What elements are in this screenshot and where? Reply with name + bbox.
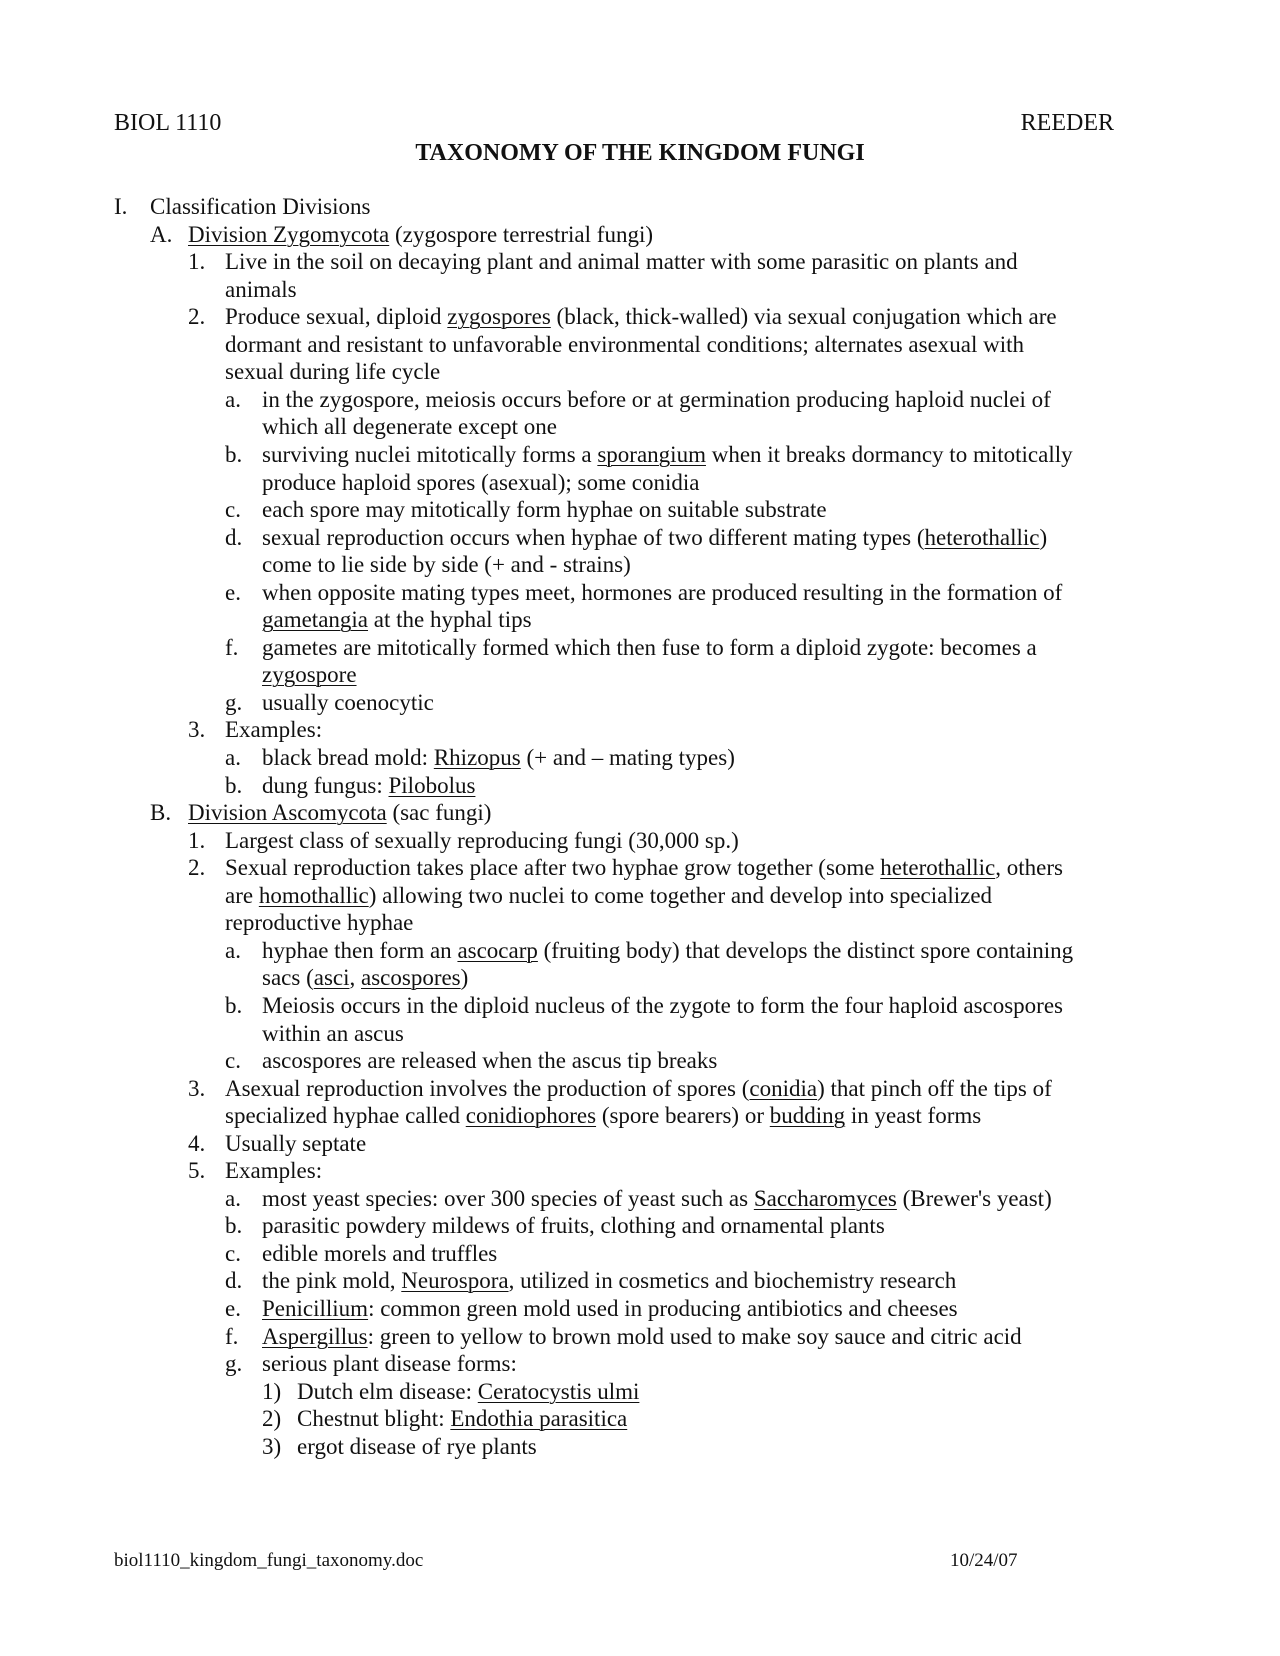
underlined-term: sporangium [597, 441, 706, 467]
outline-line [262, 1020, 404, 1049]
line-text: edible morels and truffles [262, 1240, 498, 1266]
outline-line [225, 331, 1024, 360]
outline-label: b. [225, 441, 243, 467]
line-text: Classification Divisions [150, 194, 371, 219]
line-text: serious plant disease forms: [262, 1351, 517, 1377]
underlined-term: gametangia [262, 607, 369, 633]
line-text: Usually septate [225, 1130, 367, 1156]
line-text: are [225, 882, 259, 908]
outline-line [262, 772, 475, 801]
outline-label: e. [225, 1296, 241, 1321]
outline-line [297, 1378, 639, 1407]
underlined-term: homothallic [258, 882, 369, 908]
outline-label: g. [225, 1351, 243, 1377]
outline-line [225, 827, 739, 856]
underlined-term: Ceratocystis ulmi [477, 1378, 640, 1404]
line-text: Asexual reproduction involves the production of spores ( [225, 1075, 750, 1101]
line-text: surviving nuclei mitotically forms a [262, 441, 598, 467]
underlined-term: asci [313, 965, 350, 991]
line-text: dung fungus: [262, 772, 389, 798]
outline-label: c. [225, 497, 241, 523]
outline-label: 2) [262, 1406, 282, 1432]
outline-line [262, 1185, 1052, 1214]
line-text: Examples: [225, 1158, 323, 1184]
outline-label: f. [225, 634, 239, 660]
outline-line [225, 248, 1018, 277]
underlined-term: Division Ascomycota [188, 800, 387, 826]
line-text: dormant and resistant to unfavorable environmental conditions; alternates asexual with [225, 331, 1025, 357]
line-text: (spore bearers) or [596, 1103, 770, 1129]
footer-date: 10/24/07 [950, 1550, 1018, 1571]
outline-label: 4. [188, 1130, 206, 1156]
underlined-term: Neurospora [401, 1268, 509, 1294]
outline-line [262, 469, 700, 498]
line-text: in the zygospore, meiosis occurs before or at germination producing haploid nuclei of [262, 386, 1051, 412]
outline-label: g. [225, 689, 243, 715]
outline-line [262, 937, 1073, 966]
line-text: ) [1039, 524, 1048, 550]
outline-line [262, 413, 557, 442]
outline-line [225, 1157, 322, 1186]
underlined-term: Penicillium [262, 1296, 369, 1321]
underlined-term: Endothia parasitica [450, 1406, 628, 1432]
outline-line [262, 689, 434, 718]
outline-line [262, 992, 1063, 1021]
outline-label: a. [225, 745, 241, 770]
line-text: (zygospore terrestrial fungi) [389, 221, 653, 247]
outline-line [297, 1405, 627, 1434]
underlined-term: conidiophores [465, 1103, 597, 1129]
outline-line [225, 854, 1063, 883]
outline-label: b. [225, 1213, 243, 1239]
outline-line [262, 964, 468, 993]
outline-line [262, 1212, 885, 1241]
line-text: sexual during life cycle [225, 359, 441, 385]
outline-line [262, 524, 1047, 553]
outline-label: f. [225, 1323, 239, 1349]
line-text: produce haploid spores (asexual); some conidia [262, 469, 700, 495]
line-text: usually coenocytic [262, 689, 434, 715]
line-text: black bread mold: [262, 745, 434, 770]
outline-line [188, 221, 653, 250]
line-text: , [349, 965, 361, 991]
outline-label: A. [150, 221, 173, 247]
line-text: , others [995, 855, 1063, 881]
line-text: at the hyphal tips [368, 607, 532, 633]
outline-label: 1. [188, 827, 206, 853]
line-text: : common green mold used in producing antibiotics and cheeses [368, 1296, 958, 1321]
outline-line [262, 634, 1037, 663]
underlined-term: ascospores [361, 965, 461, 991]
underlined-term: budding [769, 1103, 846, 1129]
outline-line [225, 716, 322, 745]
underlined-term: heterothallic [924, 524, 1040, 550]
line-text: Sexual reproduction takes place after two hyphae grow together (some [225, 855, 881, 881]
line-text: (+ and – mating types) [520, 745, 735, 770]
underlined-term: heterothallic [880, 855, 996, 881]
line-text: within an ascus [262, 1020, 404, 1046]
line-text: reproductive hyphae [225, 910, 414, 936]
outline-line [225, 358, 440, 387]
page-title: TAXONOMY OF THE KINGDOM FUNGI [415, 140, 865, 166]
line-text: ) allowing two nuclei to come together and develop into specialized [368, 882, 993, 908]
outline-line [150, 193, 370, 222]
outline-line [262, 744, 735, 773]
outline-line [262, 551, 631, 580]
outline-label: c. [225, 1048, 241, 1074]
underlined-term: Division Zygomycota [188, 221, 390, 247]
underlined-term: Aspergillus [262, 1323, 368, 1349]
line-text: , utilized in cosmetics and biochemistry research [508, 1268, 957, 1294]
outline-label: 2. [188, 855, 206, 881]
outline-line [262, 386, 1051, 415]
outline-line [225, 1075, 1052, 1104]
outline-line [262, 1267, 956, 1296]
outline-line [262, 661, 357, 690]
outline-label: b. [225, 992, 243, 1018]
outline-line [262, 579, 1062, 608]
outline-label: d. [225, 524, 243, 550]
outline-line [262, 1047, 717, 1076]
underlined-term: Rhizopus [433, 745, 521, 770]
outline-label: 3. [188, 1075, 206, 1101]
underlined-term: Saccharomyces [753, 1185, 897, 1211]
outline-line [297, 1433, 537, 1462]
outline-label: b. [225, 772, 243, 798]
line-text: when opposite mating types meet, hormones are produced resulting in the formation of [262, 579, 1063, 605]
line-text: ergot disease of rye plants [297, 1433, 537, 1459]
outline-line [225, 276, 297, 305]
outline-label: 1) [262, 1378, 282, 1404]
outline-line [262, 1350, 517, 1379]
line-text: in yeast forms [845, 1103, 982, 1129]
line-text: each spore may mitotically form hyphae on suitable substrate [262, 497, 827, 523]
outline-label: 2. [188, 304, 206, 330]
outline-label: a. [225, 937, 241, 963]
underlined-term: zygospores [447, 304, 551, 330]
outline-line [262, 1323, 1022, 1352]
line-text: ascospores are released when the ascus tip breaks [262, 1048, 718, 1074]
line-text: (black, thick-walled) via sexual conjugation which are [550, 304, 1057, 330]
line-text: Examples: [225, 717, 323, 743]
outline-label: B. [150, 800, 172, 826]
line-text: Dutch elm disease: [297, 1378, 478, 1404]
line-text: which all degenerate except one [262, 414, 558, 440]
footer-filename: biol1110_kingdom_fungi_taxonomy.doc [114, 1550, 424, 1571]
line-text: Meiosis occurs in the diploid nucleus of the zygote to form the four haploid ascospores [262, 992, 1063, 1018]
outline-line [262, 1240, 497, 1269]
outline-line [262, 606, 532, 635]
line-text: (Brewer's yeast) [896, 1185, 1052, 1211]
line-text: ) [460, 965, 469, 991]
outline-label: a. [225, 386, 241, 412]
course-code: BIOL 1110 [114, 110, 222, 136]
underlined-term: conidia [749, 1075, 818, 1101]
line-text: animals [225, 276, 297, 302]
outline-label: 5. [188, 1158, 206, 1184]
underlined-term: Pilobolus [388, 772, 476, 798]
author-name: REEDER [1020, 110, 1114, 136]
outline-label: 3) [262, 1433, 282, 1459]
outline-label: I. [114, 194, 128, 219]
outline-line [225, 303, 1057, 332]
outline-label: a. [225, 1185, 241, 1211]
line-text: Largest class of sexually reproducing fungi (30,000 sp.) [225, 827, 739, 853]
line-text: ) that pinch off the tips of [817, 1075, 1052, 1101]
line-text: Live in the soil on decaying plant and animal matter with some parasitic on plants and [225, 249, 1018, 275]
outline-line [225, 909, 413, 938]
underlined-term: ascocarp [457, 937, 538, 963]
line-text: Chestnut blight: [297, 1406, 451, 1432]
line-text: when it breaks dormancy to mitotically [705, 441, 1073, 467]
outline-label: 1. [188, 249, 206, 275]
line-text: the pink mold, [262, 1268, 402, 1294]
outline-label: d. [225, 1268, 243, 1294]
line-text: specialized hyphae called [225, 1103, 466, 1129]
outline-label: e. [225, 579, 241, 605]
outline-line [188, 799, 491, 828]
line-text: Produce sexual, diploid [225, 304, 448, 330]
outline-line [262, 1295, 958, 1324]
line-text: gametes are mitotically formed which then fuse to form a diploid zygote: becomes a [262, 634, 1037, 660]
line-text: hyphae then form an [262, 937, 458, 963]
line-text: (fruiting body) that develops the distinct spore containing [537, 937, 1074, 963]
outline-line [225, 882, 992, 911]
line-text: : green to yellow to brown mold used to make soy sauce and citric acid [367, 1323, 1022, 1349]
line-text: most yeast species: over 300 species of yeast such as [262, 1185, 754, 1211]
line-text: come to lie side by side (+ and - strains) [262, 552, 631, 578]
outline-label: 3. [188, 717, 206, 743]
line-text: sexual reproduction occurs when hyphae of two different mating types ( [262, 524, 925, 550]
outline-label: c. [225, 1240, 241, 1266]
outline-line [262, 496, 827, 525]
line-text: (sac fungi) [386, 800, 492, 826]
outline-line [225, 1130, 366, 1159]
outline-line [262, 441, 1073, 470]
line-text: parasitic powdery mildews of fruits, clothing and ornamental plants [262, 1213, 885, 1239]
outline-line [225, 1102, 981, 1131]
underlined-term: zygospore [262, 662, 357, 688]
line-text: sacs ( [262, 965, 314, 991]
